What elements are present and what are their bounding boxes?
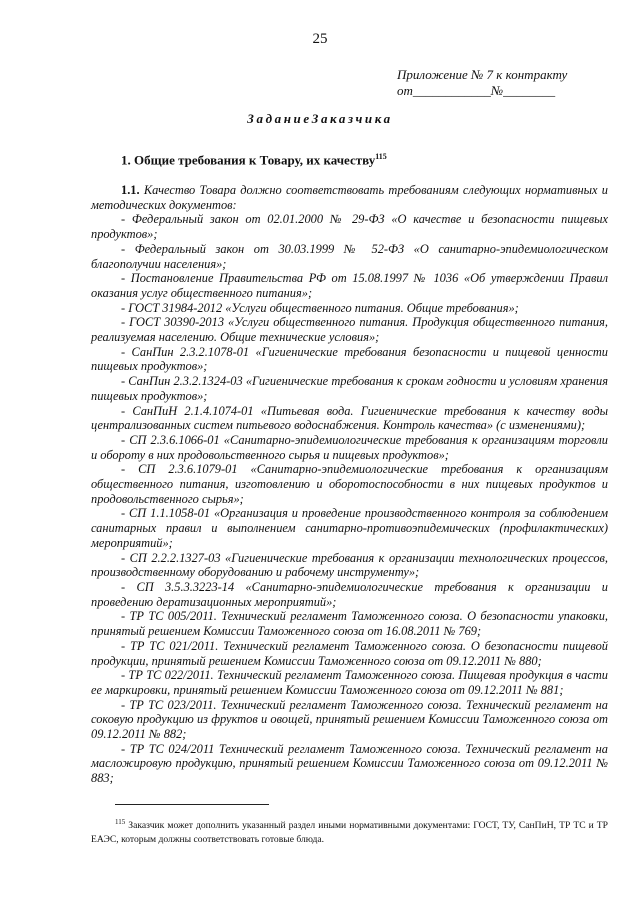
intro-paragraph — [91, 183, 608, 212]
appendix-line-1: Приложение № 7 к контракту — [397, 67, 568, 82]
section-heading — [121, 152, 387, 168]
footnote-divider — [115, 804, 269, 805]
list-item: - Постановление Правительства РФ от 15.08.1997 № 1036 «Об утверждении Правил оказания услуг общественного питания»; — [91, 271, 608, 300]
intro-number: 1.1. — [121, 183, 140, 197]
list-item: - ТР ТС 022/2011. Технический регламент Таможенного союза. Пищевая продукция в части ее маркировки, принятый решением Комиссии Таможенного союза от 09.12.2011 № 881; — [91, 668, 608, 697]
list-item: - СП 2.3.6.1079-01 «Санитарно-эпидемиологические требования к организациям общественного питания, изготовлению и оборотоспособности в них пищевых продуктов и продовольственного сырья»; — [91, 462, 608, 506]
list-item: - СП 3.5.3.3223-14 «Санитарно-эпидемиологические требования к организации и проведению дератизационных мероприятий»; — [91, 579, 608, 609]
footnote — [91, 815, 608, 847]
list-item: - ТР ТС 021/2011. Технический регламент Таможенного союза. О безопасности пищевой продукции, принятый решением Комиссии Таможенного союза от 09.12.2011 № 880; — [91, 638, 608, 668]
list-item: - ГОСТ 31984-2012 «Услуги общественного питания. Общие требования»; — [121, 300, 519, 315]
appendix-line-2: от____________№________ — [397, 83, 556, 98]
list-item: - ТР ТС 005/2011. Технический регламент Таможенного союза. О безопасности упаковки, принятый решением Комиссии Таможенного союза от 16.08.2011 № 769; — [91, 609, 608, 639]
intro-text: Качество Товара должно соответствовать требованиям следующих нормативных и методических документов: — [91, 183, 608, 212]
page-number: 25 — [312, 31, 328, 47]
list-item: - ТР ТС 023/2011. Технический регламент Таможенного союза. Технический регламент на соковую продукцию из фруктов и овощей, принятый решением Комиссии Таможенного союза от 09.12.2011 № 882; — [91, 697, 608, 742]
list-item: - СП 2.3.6.1066-01 «Санитарно-эпидемиологические требования к организациям торговли и обороту в них продовольственного сырья и пищевых продуктов»; — [91, 432, 608, 462]
section-heading-text: 1. Общие требования к Товару, их качеству — [121, 152, 376, 168]
list-item: - ГОСТ 30390-2013 «Услуги общественного питания. Продукция общественного питания, реализуемая населению. Общие технические условия»; — [91, 315, 608, 345]
list-item: - СанПин 2.3.2.1078-01 «Гигиенические требования безопасности и пищевой ценности пищевых продуктов»; — [91, 344, 608, 374]
list-item: - СП 1.1.1058-01 «Организация и проведение производственного контроля за соблюдением санитарных правил и выполнением санитарно-противоэпидемических (профилактических) мероприятий»; — [91, 506, 608, 550]
list-item: - СП 2.2.2.1327-03 «Гигиенические требования к организации технологических процессов, производственному оборудованию и рабочему инструменту»; — [91, 550, 608, 580]
task-title: ЗаданиеЗаказчика — [247, 111, 393, 126]
list-item: - СанПиН 2.1.4.1074-01 «Питьевая вода. Гигиенические требования к качеству воды централизованных систем питьевого водоснабжения. Контроль качества» (с изменениями); — [91, 403, 608, 433]
list-item: - СанПин 2.3.2.1324-03 «Гигиенические требования к срокам годности и условиям хранения пищевых продуктов»; — [91, 374, 608, 403]
list-item: - Федеральный закон от 02.01.2000 № 29-ФЗ «О качестве и безопасности пищевых продуктов»; — [91, 212, 608, 242]
footnote-text: Заказчик может дополнить указанный раздел иными нормативными документами: ГОСТ, ТУ, СанПиН, ТР ТС и ТР ЕАЭС, которым должны соответствовать готовые блюда. — [91, 820, 608, 846]
footnote-ref: 115 — [375, 152, 387, 161]
list-item: - ТР ТС 024/2011 Технический регламент Таможенного союза. Технический регламент на масложировую продукцию, принятый решением Комиссии Таможенного союза от 09.12.2011 № 883; — [91, 741, 608, 786]
requirements-body — [91, 183, 608, 786]
appendix-block — [397, 67, 597, 99]
list-item: - Федеральный закон от 30.03.1999 № 52-ФЗ «О санитарно-эпидемиологическом благополучии населения»; — [91, 241, 608, 271]
footnote-number: 115 — [115, 818, 126, 826]
